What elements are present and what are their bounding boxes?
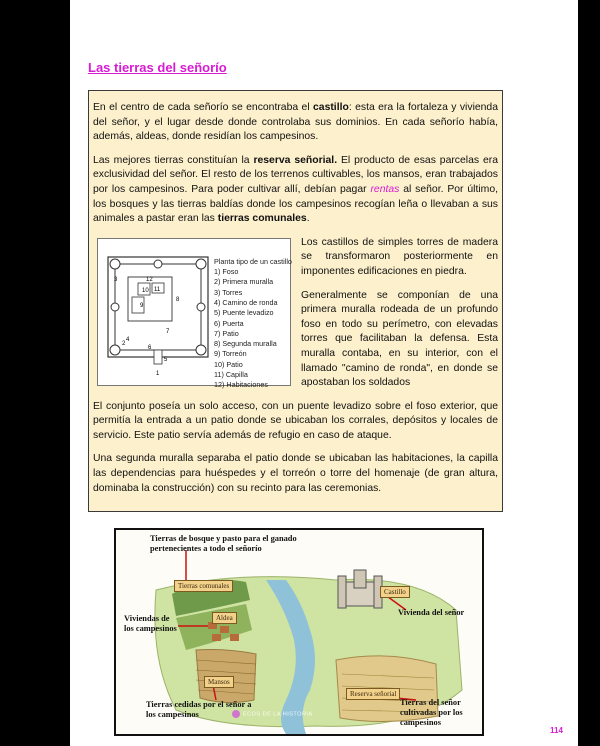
paragraph-castle-access: El conjunto poseía un solo acceso, con un puente levadizo sobre el foso exterior, que permitía la entrada a un patio donde se ubicaban los corrales, depósitos y locales de servicio. Este patio servía además de refugio en caso de ataque. xyxy=(93,400,498,441)
term-castillo: castillo xyxy=(313,102,349,113)
legend-title: Planta tipo de un castillo xyxy=(214,256,292,266)
castle-keep-icon xyxy=(354,570,366,588)
tag-castle: Castillo xyxy=(380,586,410,598)
plan-number: 10 xyxy=(142,287,149,294)
house-icon xyxy=(230,634,239,641)
label-peasant-houses: Viviendas de los campesinos xyxy=(124,614,177,633)
plan-number: 1 xyxy=(156,370,160,377)
watermark-text: ECOS DE LA HISTORIA xyxy=(243,711,313,718)
drawbridge xyxy=(154,350,162,364)
tower xyxy=(196,259,206,269)
legend-item: 12) Habitaciones xyxy=(214,380,268,390)
text-run: Las mejores tierras constituían la xyxy=(93,154,254,166)
watermark-logo-icon xyxy=(232,710,240,718)
legend-item: 10) Patio xyxy=(214,359,243,369)
tag-mansos: Mansos xyxy=(204,676,234,688)
legend-item: 4) Camino de ronda xyxy=(214,297,278,307)
label-lord-lands: Tierras del señor cultivadas por los campesinos xyxy=(400,698,463,727)
paragraph-lands xyxy=(93,154,498,227)
tower xyxy=(154,260,162,268)
text-run: En el centro de cada señorío se encontraba el xyxy=(93,102,314,113)
tag-commons: Tierras comunales xyxy=(174,580,233,592)
term-reserva-senorial: reserva señorial. xyxy=(253,154,338,166)
legend-item: 3) Torres xyxy=(214,287,243,297)
tower xyxy=(110,345,120,355)
label-ceded-lands: Tierras cedidas por el señor a los campesinos xyxy=(146,700,252,719)
plan-number: 5 xyxy=(164,356,168,363)
text-run: El producto de esas parcelas era exclusividad del señor. El resto de los terrenos cultivables, los mansos, eran trabajados por los campesinos. Para poder cultivar allí, debían pagar xyxy=(93,154,498,195)
castle-plan-drawing xyxy=(102,249,214,379)
text-run: . xyxy=(306,213,310,225)
plan-number: 11 xyxy=(154,286,161,293)
watermark xyxy=(232,710,313,718)
house-icon xyxy=(212,634,221,641)
tower xyxy=(196,345,206,355)
plan-number: 7 xyxy=(166,328,170,335)
paragraph-castle-walls: Generalmente se componían de una primera muralla rodeada de un profundo foso en todo su perímetro, con elevadas torres que facilitaban la defensa. Esta muralla contaba, en su interior, con el llamado "camino de ronda", en donde se apostaban los soldados xyxy=(301,289,498,389)
plan-number: 12 xyxy=(146,276,153,283)
legend-item: 11) Capilla xyxy=(214,370,248,380)
legend-item: 2) Primera muralla xyxy=(214,277,274,287)
tag-village: Aldea xyxy=(212,612,237,624)
legend-item: 7) Patio xyxy=(214,328,239,338)
tower xyxy=(110,259,120,269)
plan-number: 4 xyxy=(126,336,130,343)
page xyxy=(70,0,578,746)
tower xyxy=(111,303,119,311)
legend-item: 6) Puerta xyxy=(214,318,244,328)
text-run: al señor. Por último, los bosques y las tierras baldías donde los campesinos recogían leña o llevaban a sus animales a pastar eran las xyxy=(93,183,498,225)
tower xyxy=(197,303,205,311)
castle-plan-legend xyxy=(214,257,292,391)
page-title: Las tierras del señorío xyxy=(88,60,227,75)
castle-plan-figure xyxy=(97,238,292,390)
paragraph-castle-stone: Los castillos de simples torres de madera se transformaron posteriormente en imponentes edificaciones en piedra. xyxy=(301,236,498,277)
castle-tower-icon xyxy=(338,576,346,608)
paragraph-castle xyxy=(93,101,498,145)
legend-item: 9) Torreón xyxy=(214,349,247,359)
info-box xyxy=(88,90,503,512)
plan-number: 6 xyxy=(148,344,152,351)
paragraph-second-wall: Una segunda muralla separaba el patio donde se ubicaban las habitaciones, la capilla las dependencias para huéspedes y el torreón o torre del homenaje (de gran altura, dominaba la construcción) con su recinto para las ceremonias. xyxy=(93,453,498,494)
plan-number: 9 xyxy=(140,302,144,309)
legend-item: 5) Puente levadizo xyxy=(214,308,274,318)
plan-number: 3 xyxy=(114,276,118,283)
text-run: : esta era la fortaleza y vivienda del señor, y el lugar desde donde controlaba sus dominios. En cada señorío había, además, aldeas, donde residían los campesinos. xyxy=(93,102,498,143)
label-lord-home: Vivienda del señor xyxy=(398,608,465,617)
plan-number: 8 xyxy=(176,296,180,303)
manor-map-figure xyxy=(114,528,484,736)
legend-item: 1) Foso xyxy=(214,267,239,277)
plan-number: 2 xyxy=(122,340,126,347)
house-icon xyxy=(220,626,229,633)
page-number: 114 xyxy=(550,726,563,735)
term-tierras-comunales: tierras comunales xyxy=(217,213,307,225)
legend-item: 8) Segunda muralla xyxy=(214,339,277,349)
tag-reserve: Reserva señorial xyxy=(346,688,400,700)
link-rentas[interactable]: rentas xyxy=(370,183,400,195)
label-common-forest: Tierras de bosque y pasto para el ganado pertenecientes a todo el señorío xyxy=(150,534,297,553)
